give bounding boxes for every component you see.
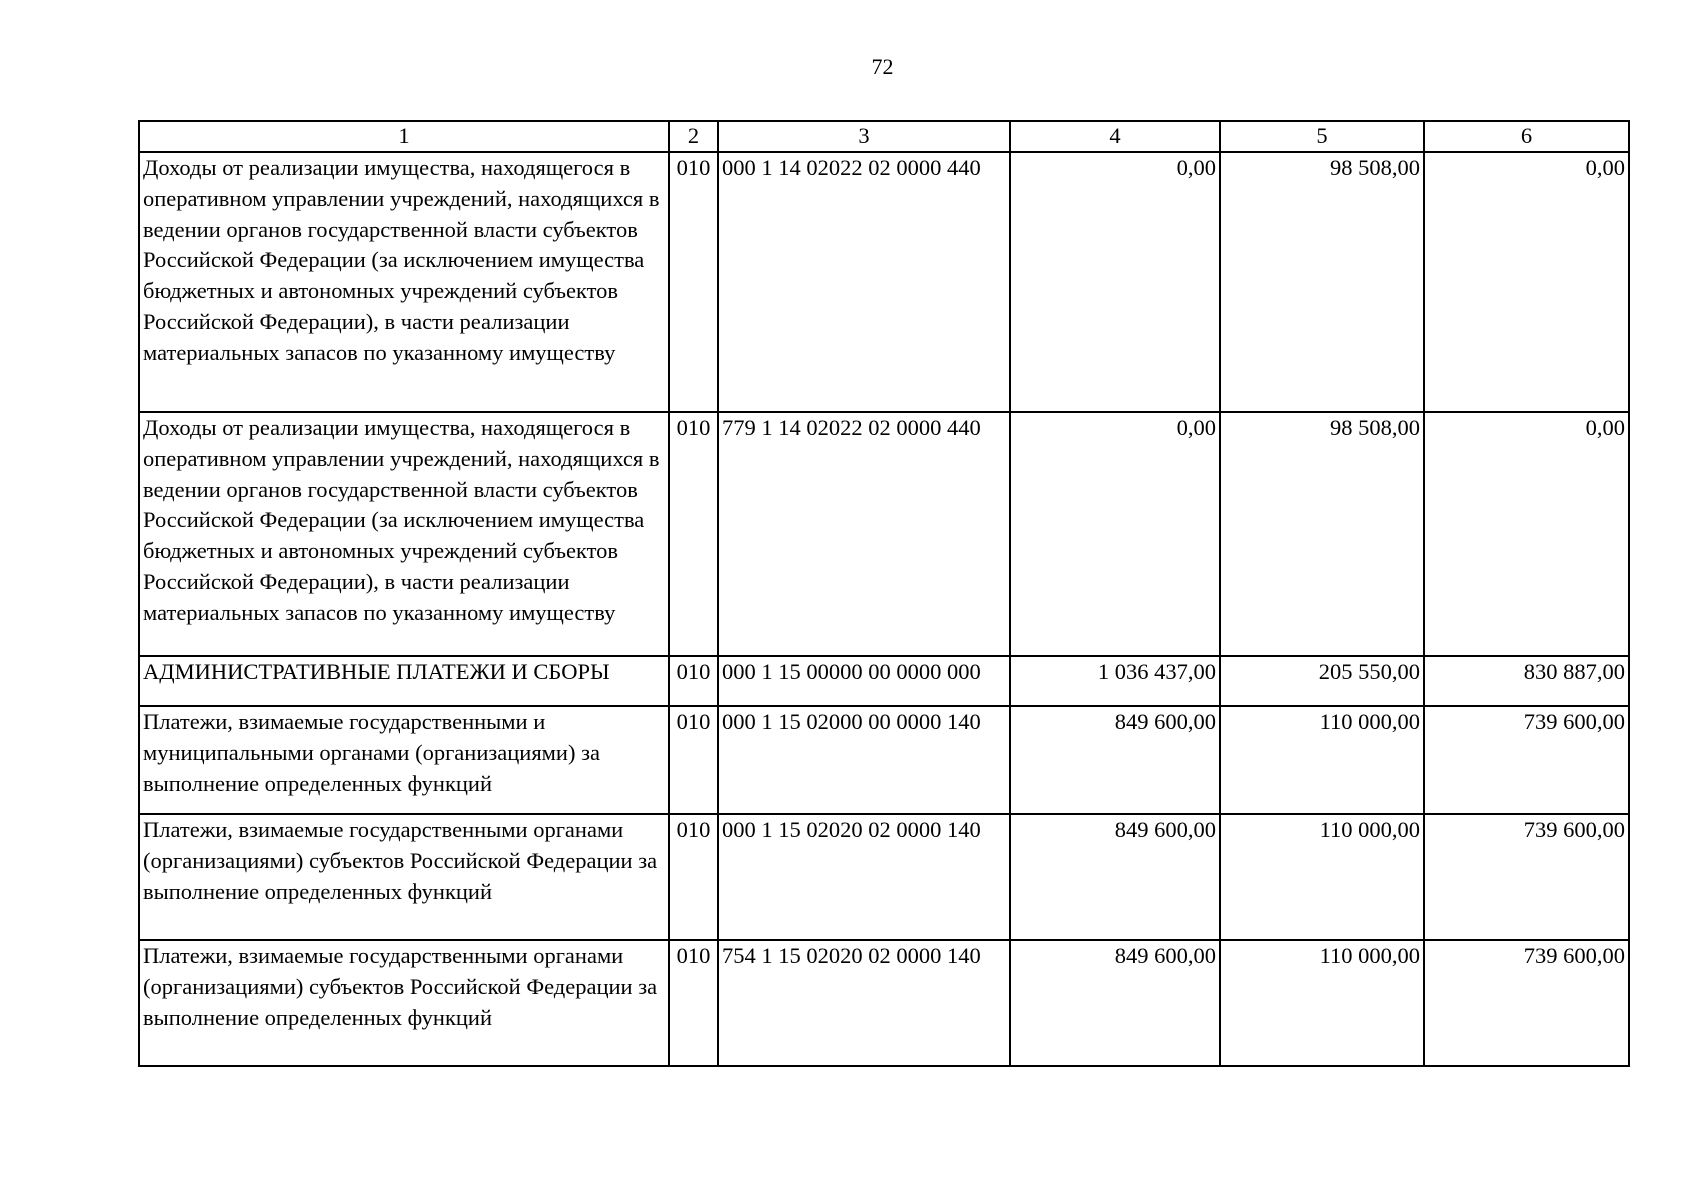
row-budget-code: 754 1 15 02020 02 0000 140	[718, 940, 1010, 1066]
row-value-col6: 0,00	[1424, 152, 1629, 412]
row-value-col6: 830 887,00	[1424, 656, 1629, 706]
row-value-col6: 739 600,00	[1424, 940, 1629, 1066]
row-value-col4: 849 600,00	[1010, 814, 1220, 940]
row-value-col6: 0,00	[1424, 412, 1629, 656]
table-row	[139, 656, 1629, 706]
row-code-prefix: 010	[669, 656, 718, 706]
row-code-prefix: 010	[669, 814, 718, 940]
row-budget-code: 000 1 15 02000 00 0000 140	[718, 706, 1010, 814]
row-description: АДМИНИСТРАТИВНЫЕ ПЛАТЕЖИ И СБОРЫ	[139, 656, 669, 706]
row-value-col4: 0,00	[1010, 412, 1220, 656]
header-cell: 2	[669, 121, 718, 152]
row-value-col5: 110 000,00	[1220, 940, 1424, 1066]
header-cell: 3	[718, 121, 1010, 152]
row-code-prefix: 010	[669, 940, 718, 1066]
row-description: Платежи, взимаемые государственными и муниципальными органами (организациями) за выполнение определенных функций	[139, 706, 669, 814]
row-value-col4: 849 600,00	[1010, 706, 1220, 814]
row-code-prefix: 010	[669, 152, 718, 412]
row-budget-code: 000 1 14 02022 02 0000 440	[718, 152, 1010, 412]
row-budget-code: 000 1 15 00000 00 0000 000	[718, 656, 1010, 706]
row-budget-code: 000 1 15 02020 02 0000 140	[718, 814, 1010, 940]
table-row	[139, 152, 1629, 412]
row-code-prefix: 010	[669, 706, 718, 814]
page-number: 72	[871, 54, 894, 79]
row-budget-code: 779 1 14 02022 02 0000 440	[718, 412, 1010, 656]
table-row	[139, 940, 1629, 1066]
row-description: Платежи, взимаемые государственными органами (организациями) субъектов Российской Федерации за выполнение определенных функций	[139, 940, 669, 1066]
table-row	[139, 706, 1629, 814]
row-code-prefix: 010	[669, 412, 718, 656]
row-value-col5: 110 000,00	[1220, 706, 1424, 814]
row-value-col4: 1 036 437,00	[1010, 656, 1220, 706]
row-value-col5: 98 508,00	[1220, 152, 1424, 412]
table-row	[139, 412, 1629, 656]
row-value-col4: 0,00	[1010, 152, 1220, 412]
row-value-col5: 205 550,00	[1220, 656, 1424, 706]
row-value-col5: 98 508,00	[1220, 412, 1424, 656]
row-description: Платежи, взимаемые государственными органами (организациями) субъектов Российской Федерации за выполнение определенных функций	[139, 814, 669, 940]
header-cell: 5	[1220, 121, 1424, 152]
row-value-col6: 739 600,00	[1424, 814, 1629, 940]
row-value-col4: 849 600,00	[1010, 940, 1220, 1066]
header-cell: 6	[1424, 121, 1629, 152]
table-header-row	[139, 121, 1629, 152]
row-description: Доходы от реализации имущества, находящегося в оперативном управлении учреждений, находящихся в ведении органов государственной власти субъектов Российской Федерации (за исключением имущества бюджетных и автономных учреждений субъектов Российской Федерации), в части реализации материальных запасов по указанному имуществу	[139, 412, 669, 656]
header-cell: 4	[1010, 121, 1220, 152]
table-row	[139, 814, 1629, 940]
row-description: Доходы от реализации имущества, находящегося в оперативном управлении учреждений, находящихся в ведении органов государственной власти субъектов Российской Федерации (за исключением имущества бюджетных и автономных учреждений субъектов Российской Федерации), в части реализации материальных запасов по указанному имуществу	[139, 152, 669, 412]
revenue-table	[138, 120, 1630, 1067]
row-value-col5: 110 000,00	[1220, 814, 1424, 940]
header-cell: 1	[139, 121, 669, 152]
row-value-col6: 739 600,00	[1424, 706, 1629, 814]
